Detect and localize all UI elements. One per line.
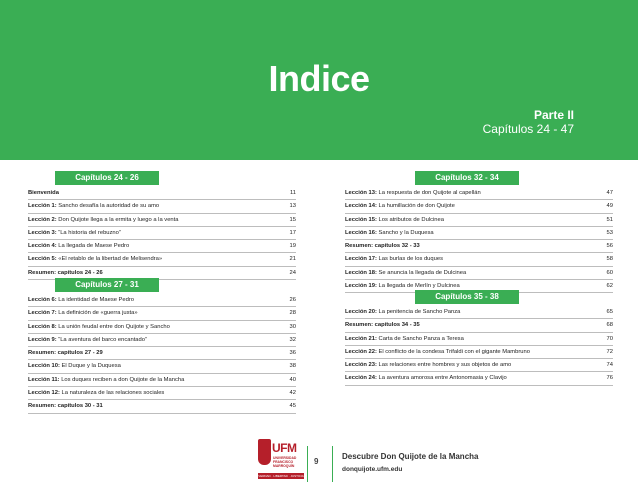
toc-entry-page: 56 bbox=[606, 243, 613, 250]
toc-entry-label: Resumen: capítulos 30 - 31 bbox=[28, 403, 103, 410]
section-heading: Capítulos 24 - 26 bbox=[55, 171, 159, 185]
toc-entry-label: Resumen: capítulos 32 - 33 bbox=[345, 243, 420, 250]
toc-entry[interactable] bbox=[345, 372, 613, 385]
toc-list bbox=[345, 306, 613, 386]
toc-entry-label: Resumen: capítulos 34 - 35 bbox=[345, 322, 420, 329]
ufm-logo: UFM UNIVERSIDAD FRANCISCO MARROQUÍN VERDAD · LIBERTAD · JUSTICIA bbox=[258, 441, 304, 478]
toc-entry[interactable] bbox=[28, 227, 296, 240]
toc-entry-page: 13 bbox=[289, 203, 296, 210]
toc-entry[interactable] bbox=[345, 200, 613, 213]
page-number: 9 bbox=[314, 457, 319, 466]
toc-entry-page: 42 bbox=[289, 390, 296, 397]
toc-entry-label: Lección 3: “La historia del rebuzno” bbox=[28, 229, 121, 236]
toc-entry-page: 24 bbox=[289, 269, 296, 276]
toc-entry[interactable] bbox=[345, 187, 613, 200]
toc-entry-page: 40 bbox=[289, 376, 296, 383]
toc-entry-page: 26 bbox=[289, 297, 296, 303]
toc-entry-label: Lección 7: La definición de «guerra justa» bbox=[28, 310, 138, 317]
toc-entry-label: Resumen: capítulos 24 - 26 bbox=[28, 269, 103, 276]
toc-entry-label: Lección 10: El Duque y la Duquesa bbox=[28, 363, 121, 370]
toc-entry-page: 21 bbox=[289, 256, 296, 263]
toc-entry[interactable] bbox=[28, 187, 296, 200]
footer-description: Descubre Don Quijote de la Mancha bbox=[342, 452, 479, 461]
toc-entry-label: Lección 6: La identidad de Maese Pedro bbox=[28, 297, 135, 303]
toc-entry-page: 32 bbox=[289, 336, 296, 343]
toc-entry-page: 65 bbox=[606, 309, 613, 315]
toc-entry-page: 30 bbox=[289, 323, 296, 330]
toc-entry[interactable] bbox=[28, 307, 296, 320]
toc-entry[interactable] bbox=[345, 319, 613, 332]
toc-entry-page: 60 bbox=[606, 269, 613, 276]
section-heading: Capítulos 32 - 34 bbox=[415, 171, 519, 185]
toc-entry-label: Lección 18: Se anuncia la llegada de Dulcinea bbox=[345, 269, 467, 276]
toc-list bbox=[345, 187, 613, 293]
toc-entry[interactable] bbox=[345, 253, 613, 266]
toc-entry[interactable] bbox=[345, 346, 613, 359]
toc-entry[interactable] bbox=[28, 214, 296, 227]
toc-entry-label: Lección 20: La penitencia de Sancho Panza bbox=[345, 309, 461, 315]
toc-entry-label: Lección 21: Carta de Sancho Panza a Teresa bbox=[345, 335, 464, 342]
toc-entry[interactable] bbox=[28, 374, 296, 387]
toc-entry-page: 45 bbox=[289, 403, 296, 410]
toc-entry-page: 17 bbox=[289, 229, 296, 236]
toc-entry-label: Lección 11: Los duques reciben a don Quijote de la Mancha bbox=[28, 376, 185, 383]
toc-entry-label: Lección 14: La humillación de don Quijote bbox=[345, 203, 455, 210]
toc-entry-page: 36 bbox=[289, 350, 296, 357]
footer-divider bbox=[307, 446, 308, 482]
section-heading: Capítulos 27 - 31 bbox=[55, 278, 159, 292]
toc-entry-label: Lección 4: La llegada de Maese Pedro bbox=[28, 243, 130, 250]
toc-entry-label: Lección 1: Sancho desafía la autoridad de su amo bbox=[28, 203, 160, 210]
toc-list bbox=[28, 294, 296, 414]
toc-entry-label: Lección 24: La aventura amorosa entre Antonomasia y Clavijo bbox=[345, 375, 507, 382]
toc-entry-label: Lección 8: La unión feudal entre don Quijote y Sancho bbox=[28, 323, 170, 330]
toc-entry[interactable] bbox=[345, 359, 613, 372]
toc-entry-label: Bienvenida bbox=[28, 190, 59, 196]
part-label: Parte II bbox=[533, 108, 574, 122]
chapters-range: Capítulos 24 - 47 bbox=[482, 122, 574, 136]
toc-entry-page: 49 bbox=[606, 203, 613, 210]
toc-entry-page: 68 bbox=[606, 322, 613, 329]
toc-entry-page: 11 bbox=[289, 190, 296, 196]
toc-entry[interactable] bbox=[345, 306, 613, 319]
toc-entry-label: Lección 23: Las relaciones entre hombres y sus objetos de amo bbox=[345, 362, 512, 369]
toc-entry-page: 74 bbox=[606, 362, 613, 369]
toc-entry-page: 76 bbox=[606, 375, 613, 382]
toc-entry[interactable] bbox=[345, 333, 613, 346]
toc-entry-page: 28 bbox=[289, 310, 296, 317]
toc-entry-label: Lección 17: Las burlas de los duques bbox=[345, 256, 443, 263]
toc-entry-page: 19 bbox=[289, 243, 296, 250]
toc-entry-page: 51 bbox=[606, 216, 613, 223]
toc-entry-label: Lección 2: Don Quijote llega a la ermita y luego a la venta bbox=[28, 216, 179, 223]
toc-entry-page: 70 bbox=[606, 335, 613, 342]
toc-entry[interactable] bbox=[28, 321, 296, 334]
toc-entry-page: 47 bbox=[606, 190, 613, 196]
toc-entry[interactable] bbox=[345, 227, 613, 240]
toc-entry[interactable] bbox=[28, 400, 296, 413]
toc-entry[interactable] bbox=[28, 240, 296, 253]
toc-entry-page: 38 bbox=[289, 363, 296, 370]
toc-entry[interactable] bbox=[345, 240, 613, 253]
toc-entry[interactable] bbox=[28, 253, 296, 266]
footer-url[interactable]: donquijote.ufm.edu bbox=[342, 466, 403, 473]
toc-entry-label: Lección 15: Los atributos de Dulcinea bbox=[345, 216, 444, 223]
toc-entry-page: 72 bbox=[606, 348, 613, 355]
toc-entry-label: Lección 5: «El retablo de la libertad de Melisendra» bbox=[28, 256, 163, 263]
toc-entry[interactable] bbox=[345, 267, 613, 280]
toc-entry[interactable] bbox=[345, 214, 613, 227]
toc-entry-label: Lección 12: La naturaleza de las relaciones sociales bbox=[28, 390, 165, 397]
toc-entry[interactable] bbox=[28, 200, 296, 213]
toc-list bbox=[28, 187, 296, 280]
toc-entry[interactable] bbox=[28, 347, 296, 360]
toc-entry-label: Resumen: capítulos 27 - 29 bbox=[28, 350, 103, 357]
section-heading: Capítulos 35 - 38 bbox=[415, 290, 519, 304]
shield-icon bbox=[258, 439, 271, 465]
toc-entry-label: Lección 9: “La aventura del barco encantado” bbox=[28, 336, 147, 343]
toc-entry-page: 58 bbox=[606, 256, 613, 263]
toc-entry[interactable] bbox=[28, 294, 296, 307]
toc-entry-label: Lección 16: Sancho y la Duquesa bbox=[345, 229, 434, 236]
toc-entry[interactable] bbox=[28, 334, 296, 347]
toc-entry-page: 62 bbox=[606, 283, 613, 290]
page-title: Indice bbox=[268, 58, 370, 99]
toc-entry-label: Lección 13: La respuesta de don Quijote al capellán bbox=[345, 190, 481, 196]
toc-entry-page: 15 bbox=[289, 216, 296, 223]
footer-divider bbox=[332, 446, 333, 482]
toc-entry-label: Lección 19: La llegada de Merlín y Dulcinea bbox=[345, 283, 460, 290]
toc-entry[interactable] bbox=[28, 360, 296, 373]
toc-entry[interactable] bbox=[28, 387, 296, 400]
toc-entry-label: Lección 22: El conflicto de la condesa Trifaldi con el gigante Mambruno bbox=[345, 348, 530, 355]
toc-entry-page: 53 bbox=[606, 229, 613, 236]
